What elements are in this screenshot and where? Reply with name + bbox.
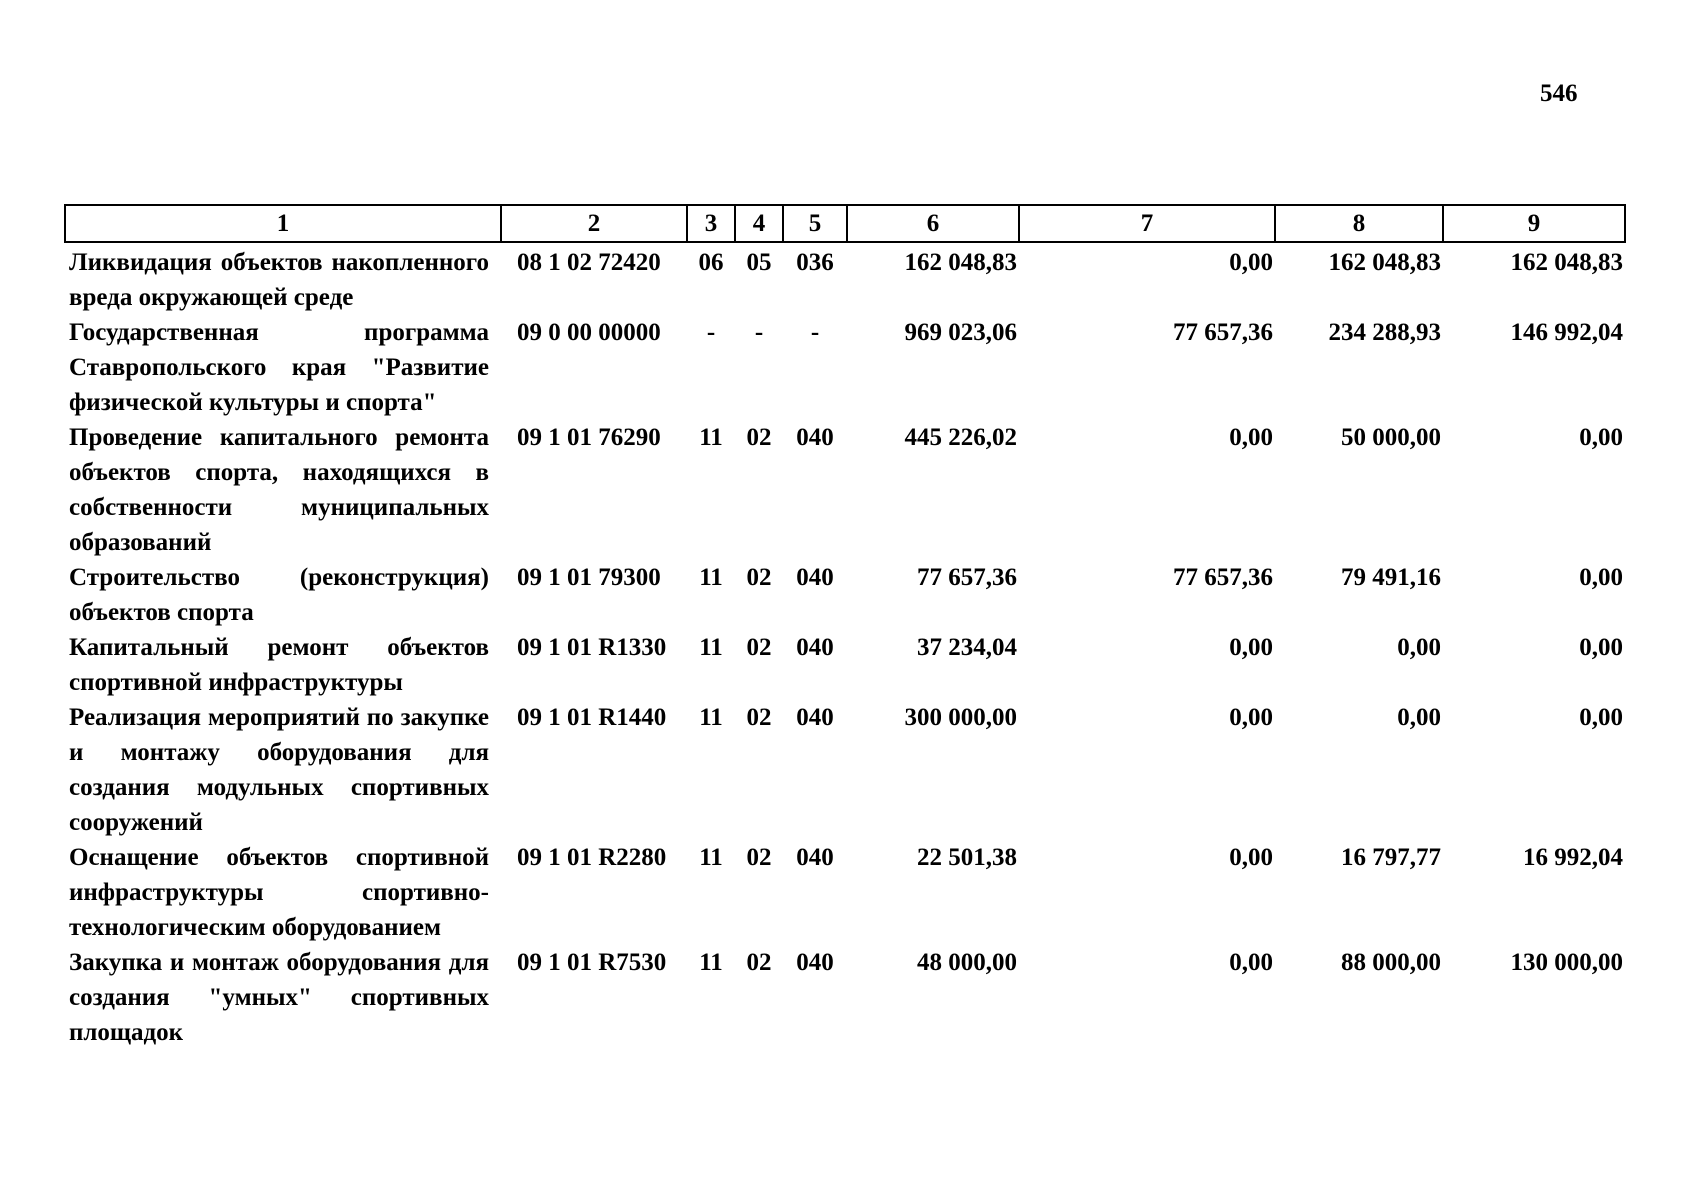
row-col6: 300 000,00 bbox=[904, 704, 1017, 731]
table-row bbox=[65, 700, 1625, 840]
row-col4: 02 bbox=[746, 424, 772, 451]
row-col7: 77 657,36 bbox=[1173, 319, 1273, 346]
table-row bbox=[65, 315, 1625, 420]
row-code: 09 1 01 76290 bbox=[517, 424, 661, 451]
row-col3: 11 bbox=[699, 424, 723, 451]
row-col9: 146 992,04 bbox=[1510, 319, 1623, 346]
row-col7: 0,00 bbox=[1229, 949, 1273, 976]
row-col3: 11 bbox=[699, 949, 723, 976]
row-col3: 06 bbox=[698, 249, 724, 276]
row-col6: 37 234,04 bbox=[917, 634, 1017, 661]
row-name: Оснащение объектов спортивной инфраструктуры спортивно-технологическим оборудованием bbox=[69, 844, 489, 941]
row-col3: - bbox=[706, 319, 716, 346]
row-code: 09 1 01 R7530 bbox=[517, 949, 667, 976]
column-header: 2 bbox=[501, 205, 687, 242]
row-col6: 445 226,02 bbox=[904, 424, 1017, 451]
page-number: 546 bbox=[1540, 80, 1578, 107]
row-col8: 88 000,00 bbox=[1341, 949, 1441, 976]
table-row bbox=[65, 630, 1625, 700]
row-col9: 162 048,83 bbox=[1510, 249, 1623, 276]
table-row bbox=[65, 242, 1625, 315]
row-col9: 0,00 bbox=[1579, 704, 1623, 731]
row-col8: 162 048,83 bbox=[1328, 249, 1441, 276]
row-col6: 77 657,36 bbox=[917, 564, 1017, 591]
row-col9: 16 992,04 bbox=[1523, 844, 1623, 871]
row-name: Строительство (реконструкция) объектов спорта bbox=[69, 564, 489, 626]
column-header: 7 bbox=[1019, 205, 1275, 242]
row-col9: 130 000,00 bbox=[1510, 949, 1623, 976]
table-row bbox=[65, 420, 1625, 560]
column-header: 8 bbox=[1275, 205, 1443, 242]
row-col4: - bbox=[754, 319, 764, 346]
row-col3: 11 bbox=[699, 704, 723, 731]
table-row bbox=[65, 945, 1625, 1050]
row-col7: 0,00 bbox=[1229, 249, 1273, 276]
row-col6: 969 023,06 bbox=[904, 319, 1017, 346]
column-header: 5 bbox=[783, 205, 847, 242]
budget-table bbox=[64, 204, 1626, 1050]
column-header: 9 bbox=[1443, 205, 1625, 242]
row-col5: 040 bbox=[796, 704, 834, 731]
row-col8: 234 288,93 bbox=[1328, 319, 1441, 346]
row-col5: 036 bbox=[796, 249, 834, 276]
column-header: 3 bbox=[687, 205, 735, 242]
table-header-row bbox=[65, 205, 1625, 242]
row-col3: 11 bbox=[699, 844, 723, 871]
row-col6: 48 000,00 bbox=[917, 949, 1017, 976]
row-col4: 05 bbox=[746, 249, 772, 276]
row-name: Капитальный ремонт объектов спортивной инфраструктуры bbox=[69, 634, 489, 696]
row-col4: 02 bbox=[746, 704, 772, 731]
row-col5: 040 bbox=[796, 949, 834, 976]
row-col8: 16 797,77 bbox=[1341, 844, 1441, 871]
row-col5: 040 bbox=[796, 844, 834, 871]
row-col7: 0,00 bbox=[1229, 424, 1273, 451]
column-header: 6 bbox=[847, 205, 1019, 242]
row-col5: 040 bbox=[796, 634, 834, 661]
row-col8: 0,00 bbox=[1397, 704, 1441, 731]
row-col5: 040 bbox=[796, 564, 834, 591]
column-header: 4 bbox=[735, 205, 783, 242]
row-col5: - bbox=[810, 319, 820, 346]
row-col7: 77 657,36 bbox=[1173, 564, 1273, 591]
row-code: 09 1 01 R1330 bbox=[517, 634, 667, 661]
row-code: 09 1 01 79300 bbox=[517, 564, 661, 591]
row-col7: 0,00 bbox=[1229, 634, 1273, 661]
row-col7: 0,00 bbox=[1229, 844, 1273, 871]
row-code: 09 0 00 00000 bbox=[517, 319, 661, 346]
row-col7: 0,00 bbox=[1229, 704, 1273, 731]
row-col5: 040 bbox=[796, 424, 834, 451]
row-col9: 0,00 bbox=[1579, 634, 1623, 661]
row-col4: 02 bbox=[746, 844, 772, 871]
table-row bbox=[65, 840, 1625, 945]
row-code: 09 1 01 R2280 bbox=[517, 844, 667, 871]
row-col6: 162 048,83 bbox=[904, 249, 1017, 276]
row-col9: 0,00 bbox=[1579, 424, 1623, 451]
row-col8: 0,00 bbox=[1397, 634, 1441, 661]
row-col4: 02 bbox=[746, 564, 772, 591]
row-code: 09 1 01 R1440 bbox=[517, 704, 667, 731]
row-col4: 02 bbox=[746, 949, 772, 976]
row-col4: 02 bbox=[746, 634, 772, 661]
row-col3: 11 bbox=[699, 564, 723, 591]
table-row bbox=[65, 560, 1625, 630]
row-name: Государственная программа Ставропольского края "Развитие физической культуры и спорта" bbox=[69, 319, 489, 416]
row-name: Реализация мероприятий по закупке и монтажу оборудования для создания модульных спортивных сооружений bbox=[69, 704, 489, 836]
row-col9: 0,00 bbox=[1579, 564, 1623, 591]
row-col8: 50 000,00 bbox=[1341, 424, 1441, 451]
row-col8: 79 491,16 bbox=[1341, 564, 1441, 591]
row-col6: 22 501,38 bbox=[917, 844, 1017, 871]
row-name: Проведение капитального ремонта объектов спорта, находящихся в собственности муниципальных образований bbox=[69, 424, 489, 556]
row-name: Закупка и монтаж оборудования для создания "умных" спортивных площадок bbox=[69, 949, 489, 1046]
column-header: 1 bbox=[65, 205, 501, 242]
row-col3: 11 bbox=[699, 634, 723, 661]
row-code: 08 1 02 72420 bbox=[517, 249, 661, 276]
row-name: Ликвидация объектов накопленного вреда окружающей среде bbox=[69, 249, 489, 311]
